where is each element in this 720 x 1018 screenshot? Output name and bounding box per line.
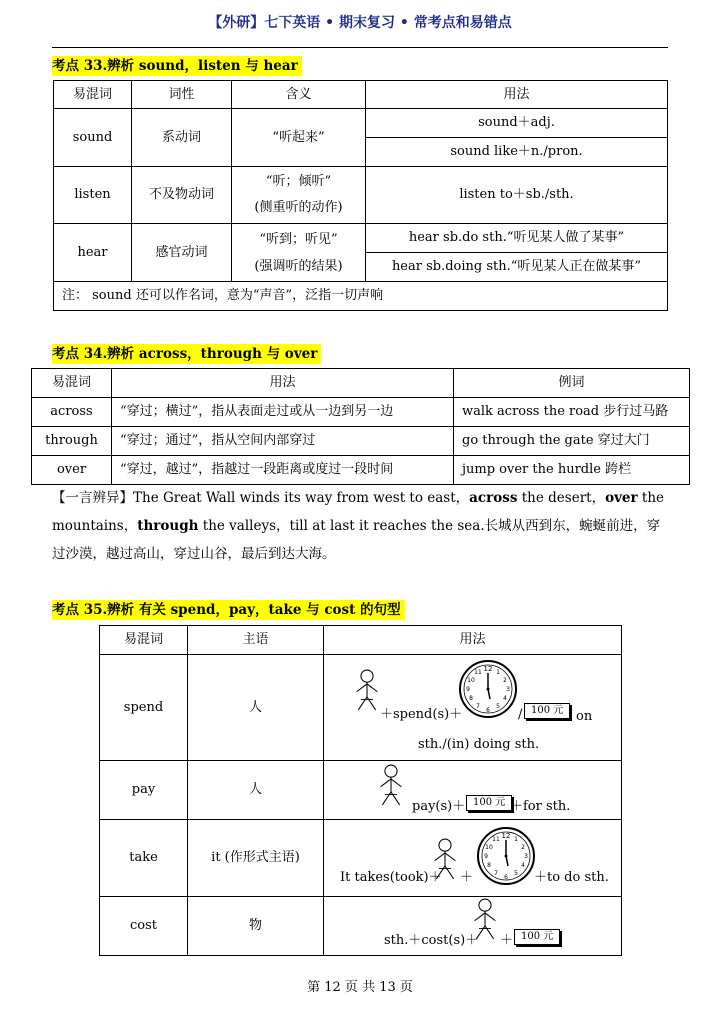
usage-text: ＋for sth. [510, 799, 571, 814]
meaning-cell [232, 224, 366, 282]
header-cell: 例词 [454, 369, 690, 398]
para-bold: across [469, 490, 518, 506]
word-cell: through [32, 427, 112, 456]
money-note-icon: 100 元 [514, 929, 560, 945]
page-footer: 第 12 页 共 13 页 [307, 980, 413, 995]
usage-cell: “穿过；横过”，指从表面走过或从一边到另一边 [112, 398, 454, 427]
person-icon [432, 838, 458, 880]
note-cell: 注： sound 还可以作名词，意为“声音”，泛指一切声响 [54, 282, 668, 311]
para-text: the valleys，till at last it reaches the sea.长城从西到东，蜿蜒前进，穿过沙漠，越过高山，穿过山谷，最后到达大海。 [52, 518, 661, 562]
usage-plus: ＋ [500, 933, 514, 948]
header-rule [52, 47, 668, 48]
word-cell: sound [54, 109, 132, 167]
para-text: the mountains， [52, 490, 665, 534]
header-cell: 易混词 [32, 369, 112, 398]
table-33 [53, 80, 668, 311]
example-cell: jump over the hurdle 跨栏 [454, 456, 690, 485]
usage-text: ＋to do sth. [534, 870, 609, 885]
para-bold: through [137, 518, 199, 534]
header-cell: 易混词 [100, 626, 188, 655]
meaning-cell: “听起来” [232, 109, 366, 167]
usage-text: pay(s)＋ [412, 799, 466, 814]
section-35-title: 考点 35.辨析 有关 spend，pay，take 与 cost 的句型 [52, 600, 405, 620]
meaning-line: “听；倾听” [265, 174, 332, 189]
word-cell: hear [54, 224, 132, 282]
usage-cell: “穿过，越过”，指越过一段距离或度过一段时间 [112, 456, 454, 485]
subject-cell: 人 [188, 655, 324, 761]
word-cell: pay [100, 761, 188, 820]
person-icon [378, 764, 404, 806]
usage-cell [324, 761, 622, 820]
table-35 [99, 625, 622, 956]
subject-cell: 人 [188, 761, 324, 820]
word-cell: cost [100, 897, 188, 956]
meaning-line: (强调听的结果) [254, 258, 343, 274]
word-cell: take [100, 820, 188, 897]
money-note-icon: 100 元 [524, 703, 570, 719]
header-cell: 用法 [112, 369, 454, 398]
clock-icon [476, 826, 536, 886]
word-cell: across [32, 398, 112, 427]
para-bold: over [605, 490, 638, 506]
clock-icon [458, 659, 518, 719]
header-cell: 词性 [132, 81, 232, 109]
usage-text: sth./(in) doing sth. [418, 737, 540, 752]
word-cell: listen [54, 167, 132, 224]
header-cell: 易混词 [54, 81, 132, 109]
page-header: 【外研】七下英语 • 期末复习 • 常考点和易错点 [208, 15, 512, 31]
para-prefix: 【一言辨异】 [52, 490, 133, 506]
pos-cell: 感官动词 [132, 224, 232, 282]
example-cell: go through the gate 穿过大门 [454, 427, 690, 456]
section-33-title: 考点 33.辨析 sound，listen 与 hear [52, 56, 302, 76]
person-icon [472, 898, 498, 940]
example-paragraph [52, 484, 672, 568]
header-cell: 用法 [324, 626, 622, 655]
money-note-icon: 100 元 [466, 795, 512, 811]
usage-text: on [576, 709, 593, 724]
usage-text: sth.＋cost(s)＋ [384, 933, 479, 948]
usage-cell: “穿过；通过”，指从空间内部穿过 [112, 427, 454, 456]
usage-slash: / [518, 707, 523, 722]
usage-cell [324, 820, 622, 897]
usage-cell: hear sb.do sth.“听见某人做了某事” [366, 224, 668, 253]
para-text: The Great Wall winds its way from west to east， [133, 490, 470, 506]
example-cell: walk across the road 步行过马路 [454, 398, 690, 427]
person-icon [354, 669, 380, 711]
section-34-title: 考点 34.辨析 across，through 与 over [52, 344, 321, 364]
table-34 [31, 368, 690, 485]
usage-cell [324, 655, 622, 761]
meaning-line: (侧重听的动作) [254, 200, 343, 215]
usage-cell: sound＋adj. [366, 109, 668, 138]
subject-cell: it (作形式主语) [188, 820, 324, 897]
header-cell: 含义 [232, 81, 366, 109]
usage-cell: hear sb.doing sth.“听见某人正在做某事” [366, 253, 668, 282]
subject-cell: 物 [188, 897, 324, 956]
usage-cell: sound like＋n./pron. [366, 138, 668, 167]
pos-cell: 系动词 [132, 109, 232, 167]
usage-cell: listen to＋sb./sth. [366, 167, 668, 224]
usage-plus: ＋ [460, 870, 474, 885]
usage-cell [324, 897, 622, 956]
word-cell: over [32, 456, 112, 485]
usage-text: ＋spend(s)＋ [380, 707, 463, 722]
header-cell: 用法 [366, 81, 668, 109]
para-text: the desert， [517, 490, 606, 506]
meaning-line: “听到；听见” [259, 231, 338, 247]
meaning-cell [232, 167, 366, 224]
pos-cell: 不及物动词 [132, 167, 232, 224]
usage-text: It takes(took)＋ [340, 870, 442, 885]
header-cell: 主语 [188, 626, 324, 655]
word-cell: spend [100, 655, 188, 761]
